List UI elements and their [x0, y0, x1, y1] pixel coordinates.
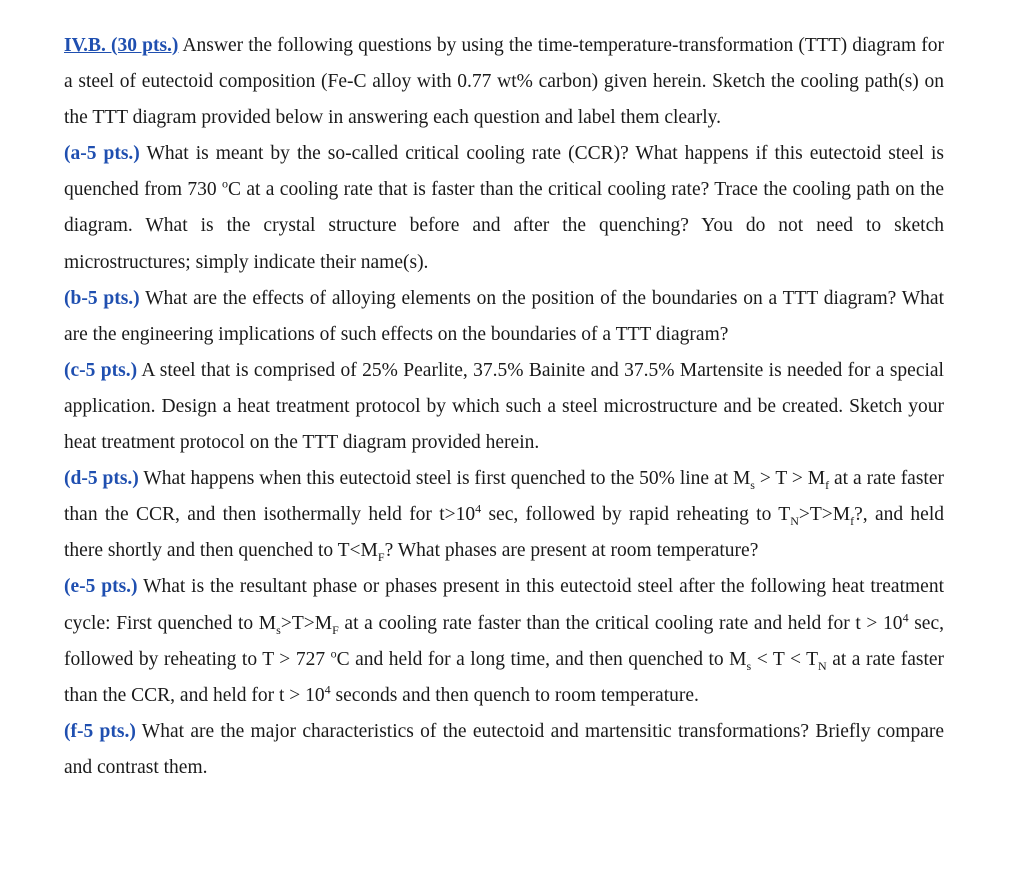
- question-e-text-8: seconds and then quench to room temperature.: [330, 684, 699, 706]
- question-a-text-2: C at a cooling rate that is faster than the critical cooling rate? Trace the cooling path on the diagram. What is the crystal structure before and after the quenching? You do not need to sketch microstructures; simply indicate their name(s).: [64, 179, 944, 273]
- question-e-text-6: < T < T: [751, 648, 819, 670]
- question-a-text-1: What is meant by the so-called critical cooling rate (CCR)? What happens if this eutectoid steel is quenched from 730: [64, 143, 944, 201]
- subscript: s: [750, 478, 755, 493]
- question-d-label: (d-5 pts.): [64, 468, 139, 490]
- question-e-text-2: >T>M: [280, 612, 333, 634]
- question-c: [64, 353, 944, 461]
- question-e-label: (e-5 pts.): [64, 576, 138, 598]
- question-d-text-5: >T>M: [798, 504, 851, 526]
- degree-mark: o: [221, 176, 228, 191]
- section-intro: [64, 28, 944, 136]
- question-a: [64, 136, 944, 280]
- section-label: IV.B. (30 pts.): [64, 35, 179, 56]
- question-b-label: (b-5 pts.): [64, 287, 140, 309]
- subscript: s: [746, 658, 752, 673]
- question-f-label: (f-5 pts.): [64, 720, 136, 742]
- superscript: 4: [902, 610, 909, 624]
- subscript: F: [377, 550, 385, 565]
- question-d-text-7: ? What phases are present at room temperature?: [384, 540, 759, 562]
- question-e: [64, 569, 944, 713]
- subscript: f: [825, 478, 830, 493]
- question-d: [64, 461, 944, 569]
- section-text: Answer the following questions by using the time-temperature-transformation (TTT) diagram for a steel of eutectoid composition (Fe-C alloy with 0.77 wt% carbon) given herein. Sketch the cooling path(s) on the TTT diagram provided below in answering each question and label them clearly.: [64, 35, 944, 129]
- question-e-text-1: What is the resultant phase or phases present in this eutectoid steel after the following heat treatment cycle: First quenched to M: [64, 576, 944, 634]
- subscript: f: [850, 514, 855, 529]
- subscript: s: [276, 622, 281, 637]
- question-b-text: What are the effects of alloying elements on the position of the boundaries on a TTT diagram? What are the engineering implications of such effects on the boundaries of a TTT diagram?: [64, 287, 944, 345]
- degree-mark: o: [330, 646, 337, 661]
- question-e-text-3: at a cooling rate faster than the critical cooling rate and held for t > 10: [338, 612, 903, 634]
- question-e-text-7: at a rate faster than the CCR, and held for t > 10: [64, 648, 945, 706]
- question-d-text-2: > T > M: [754, 468, 826, 490]
- question-a-label: (a-5 pts.): [64, 143, 140, 165]
- superscript: 4: [475, 501, 482, 516]
- question-d-text-3: at a rate faster than the CCR, and then isothermally held for t>10: [64, 468, 944, 526]
- question-d-text-1: What happens when this eutectoid steel is first quenched to the 50% line at M: [143, 468, 751, 490]
- question-f-text: What are the major characteristics of the eutectoid and martensitic transformations? Briefly compare and contrast them.: [64, 720, 944, 778]
- question-f: [64, 714, 944, 786]
- question-c-text: A steel that is comprised of 25% Pearlite, 37.5% Bainite and 37.5% Martensite is needed for a special application. Design a heat treatment protocol by which such a steel microstructure and be created. Sketch your heat treatment protocol on the TTT diagram provided herein.: [64, 359, 944, 454]
- superscript: 4: [324, 682, 331, 697]
- subscript: F: [332, 622, 339, 637]
- question-e-text-5: C and held for a long time, and then quenched to M: [336, 648, 747, 670]
- question-d-text-6: ?, and held there shortly and then quenched to T<M: [64, 504, 944, 562]
- subscript: N: [790, 514, 799, 529]
- question-e-text-4: sec, followed by reheating to T > 727: [64, 612, 944, 670]
- document-page: [64, 28, 944, 786]
- question-b: [64, 281, 944, 353]
- question-c-label: (c-5 pts.): [64, 359, 138, 381]
- question-d-text-4: sec, followed by rapid reheating to T: [481, 504, 791, 526]
- subscript: N: [818, 658, 827, 673]
